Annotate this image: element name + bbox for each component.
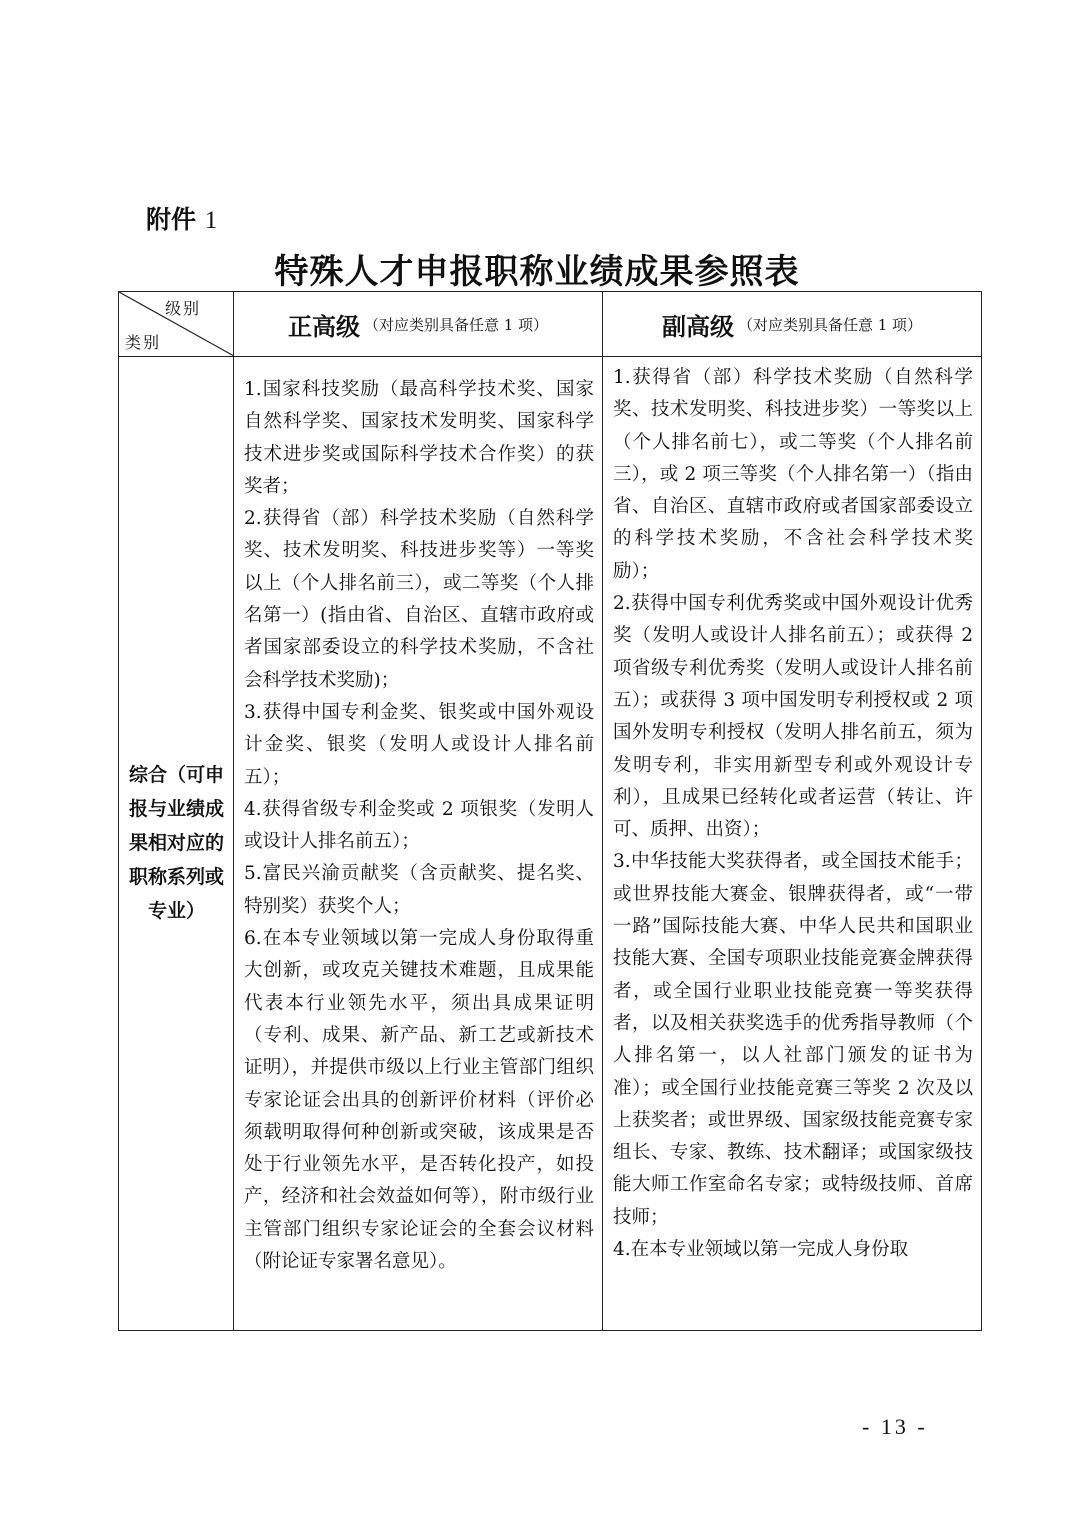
header-senior-note: （对应类别具备任意 1 项） [363,315,549,334]
associate-criteria [613,362,973,1266]
column-divider-2 [602,292,603,1330]
category-cell [119,356,234,1330]
header-associate-title: 副高级 [661,312,734,341]
senior-item-1: 1.国家科技奖励（最高科学技术奖、国家自然科学奖、国家技术发明奖、国家科学技术进步奖或国际科学技术合作奖）的获奖者； [244,379,594,497]
page-number: - 13 - [862,1414,928,1439]
senior-item-3: 3.获得中国专利金奖、银奖或中国外观设计金奖、银奖（发明人或设计人排名前五）； [244,701,594,788]
header-associate-note: （对应类别具备任意 1 项） [737,315,923,334]
corner-category-label: 类别 [125,333,162,352]
corner-level-label: 级别 [165,299,202,318]
header-associate [603,292,981,356]
associate-item-4: 4.在本专业领域以第一完成人身份取 [613,1239,909,1261]
senior-item-6: 6.在本专业领域以第一完成人身份取得重大创新，或攻克关键技术难题，且成果能代表本行业领先水平，须出具成果证明（专利、成果、新产品、新工艺或新技术证明），并提供市级以上行业主管部门组织专家论证会出具的创新评价材料（评价必须载明取得何种创新或突破，该成果是否处于行业领先水平，是否转化投产，如投产，经济和社会效益如何等），附市级行业主管部门组织专家论证会的全套会议材料（附论证专家署名意见）。 [244,928,594,1273]
associate-item-2: 2.获得中国专利优秀奖或中国外观设计优秀奖（发明人或设计人排名前五）；或获得 2 项省级专利优秀奖（发明人或设计人排名前五）；或获得 3 项中国发明专利授权或 2 项国外发明专利授权（发明人排名前五，须为发明专利，非实用新型专利或外观设计专利），且成果已经转化或者运营（转让、许可、质押、出资）； [613,593,973,841]
header-senior-title: 正高级 [287,312,360,341]
category-label: 综合（可申报与业绩成果相对应的职称系列或专业） [128,764,224,922]
senior-item-5: 5.富民兴渝贡献奖（含贡献奖、提名奖、特别奖）获奖个人； [244,863,594,917]
senior-item-2: 2.获得省（部）科学技术奖励（自然科学奖、技术发明奖、科技进步奖等）一等奖以上（个人排名前三），或二等奖（个人排名第一）(指由省、自治区、直辖市政府或者国家部委设立的科学技术奖励，不含社会科学技术奖励)； [244,508,594,691]
header-senior [234,292,602,356]
criteria-table [118,291,982,1331]
page-title: 特殊人才申报职称业绩成果参照表 [274,252,800,292]
associate-item-3: 3.中华技能大奖获得者，或全国技术能手；或世界技能大赛金、银牌获得者，或“一带一路”国际技能大赛、中华人民共和国职业技能大赛、全国专项职业技能竞赛金牌获得者，或全国行业职业技能竞赛一等奖获得者，以及相关获奖选手的优秀指导教师（个人排名第一，以人社部门颁发的证书为准）；或全国行业技能竞赛三等奖 2 次及以上获奖者；或世界级、国家级技能竞赛专家组长、专家、教练、技术翻译；或国家级技能大师工作室命名专家；或特级技师、首席技师； [613,851,973,1228]
associate-item-1: 1.获得省（部）科学技术奖励（自然科学奖、技术发明奖、科技进步奖）一等奖以上（个人排名前七），或二等奖（个人排名前三），或 2 项三等奖（个人排名第一）（指由省、自治区、直辖市政府或者国家部委设立的科学技术奖励，不含社会科学技术奖励）； [613,367,973,582]
attachment-label: 附件 1 [146,205,218,234]
header-divider [119,356,981,357]
senior-criteria [244,374,594,1278]
senior-item-4: 4.获得省级专利金奖或 2 项银奖（发明人或设计人排名前五）； [244,798,594,853]
